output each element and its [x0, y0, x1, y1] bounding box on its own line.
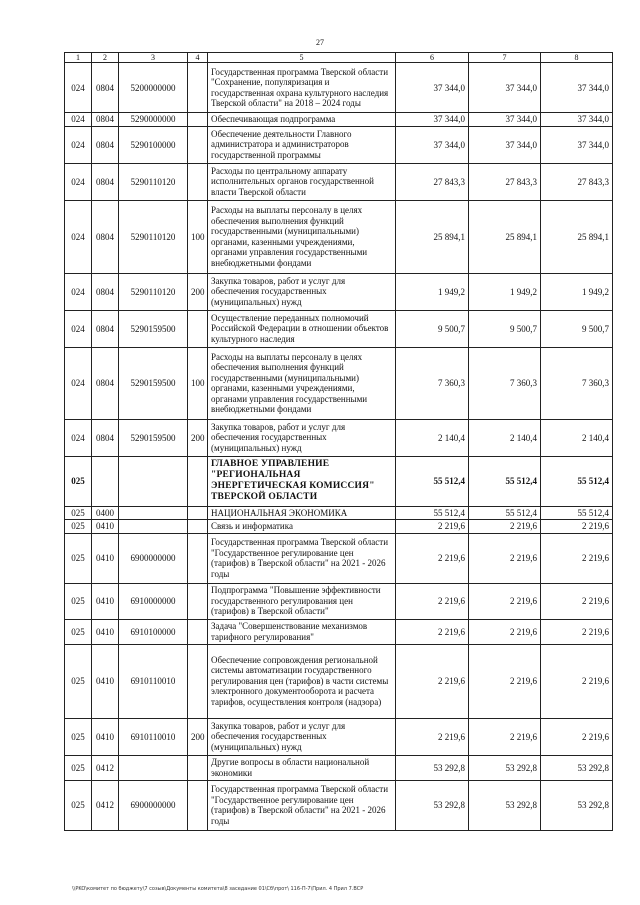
amount-cell: 55 512,4	[541, 456, 613, 506]
amount-cell: 27 843,3	[396, 163, 469, 200]
amount-cell: 53 292,8	[396, 755, 469, 780]
amount-cell: 27 843,3	[541, 163, 613, 200]
amount-cell: 37 344,0	[541, 63, 613, 113]
header-cell: 7	[469, 53, 541, 63]
section-code-cell: 0804	[92, 419, 119, 456]
item-name-cell: Осуществление переданных полномочий Российской Федерации в отношении объектов культурного наследия	[208, 310, 396, 347]
table-row	[65, 718, 613, 755]
section-code-cell: 0804	[92, 200, 119, 273]
expense-type-cell: 200	[188, 273, 208, 310]
section-code-cell: 0804	[92, 126, 119, 163]
amount-cell: 2 219,6	[469, 644, 541, 718]
target-article-cell: 5290159500	[119, 347, 188, 419]
admin-code-cell: 024	[65, 419, 92, 456]
item-name-cell: Связь и информатика	[208, 520, 396, 534]
section-code-cell: 0804	[92, 273, 119, 310]
target-article-cell: 5290000000	[119, 113, 188, 127]
agency-row	[65, 456, 613, 506]
section-code-cell: 0804	[92, 163, 119, 200]
section-code-cell: 0412	[92, 755, 119, 780]
table-row	[65, 520, 613, 534]
section-code-cell: 0412	[92, 780, 119, 830]
expense-type-cell	[188, 456, 208, 506]
admin-code-cell: 024	[65, 273, 92, 310]
table-row	[65, 273, 613, 310]
admin-code-cell: 025	[65, 506, 92, 520]
amount-cell: 2 219,6	[541, 644, 613, 718]
admin-code-cell: 024	[65, 310, 92, 347]
expense-type-cell	[188, 619, 208, 644]
amount-cell: 37 344,0	[541, 126, 613, 163]
table-body	[65, 63, 613, 831]
header-cell: 2	[92, 53, 119, 63]
amount-cell: 2 219,6	[541, 619, 613, 644]
item-name-cell: Задача "Совершенствование механизмов тарифного регулирования"	[208, 619, 396, 644]
expense-type-cell	[188, 533, 208, 583]
amount-cell: 7 360,3	[469, 347, 541, 419]
amount-cell: 2 219,6	[396, 520, 469, 534]
admin-code-cell: 025	[65, 583, 92, 619]
admin-code-cell: 025	[65, 619, 92, 644]
target-article-cell: 5200000000	[119, 63, 188, 113]
header-cell: 3	[119, 53, 188, 63]
amount-cell: 2 219,6	[469, 718, 541, 755]
amount-cell: 2 219,6	[469, 533, 541, 583]
item-name-cell: Расходы на выплаты персоналу в целях обеспечения выполнения функций государственными (муниципальными) органами, казенными учреждениями, органами управления государственными внебюджетными фондами	[208, 200, 396, 273]
amount-cell: 55 512,4	[469, 456, 541, 506]
table-row	[65, 163, 613, 200]
target-article-cell	[119, 520, 188, 534]
item-name-cell: НАЦИОНАЛЬНАЯ ЭКОНОМИКА	[208, 506, 396, 520]
admin-code-cell: 025	[65, 718, 92, 755]
target-article-cell	[119, 456, 188, 506]
item-name-cell: Закупка товаров, работ и услуг для обеспечения государственных (муниципальных) нужд	[208, 718, 396, 755]
amount-cell: 2 219,6	[396, 583, 469, 619]
admin-code-cell: 024	[65, 347, 92, 419]
amount-cell: 9 500,7	[541, 310, 613, 347]
table-row	[65, 583, 613, 619]
amount-cell: 1 949,2	[396, 273, 469, 310]
section-code-cell: 0804	[92, 310, 119, 347]
amount-cell: 2 219,6	[396, 718, 469, 755]
table-row	[65, 126, 613, 163]
expense-type-cell	[188, 126, 208, 163]
file-path-footer: \\PKO\комитет по бюджету\7 созыв\Документы комитета\8 заседание 01\Сб\прот\ 116-П-7\Прил. 4 Прил 7.ВСР	[72, 886, 364, 892]
amount-cell: 37 344,0	[469, 113, 541, 127]
amount-cell: 2 140,4	[469, 419, 541, 456]
expense-type-cell	[188, 163, 208, 200]
section-code-cell: 0400	[92, 506, 119, 520]
header-row	[65, 53, 613, 63]
expense-type-cell: 200	[188, 419, 208, 456]
admin-code-cell: 025	[65, 780, 92, 830]
expense-type-cell: 200	[188, 718, 208, 755]
amount-cell: 53 292,8	[396, 780, 469, 830]
section-code-cell: 0804	[92, 113, 119, 127]
section-code-cell: 0410	[92, 583, 119, 619]
section-code-cell: 0410	[92, 718, 119, 755]
item-name-cell: Закупка товаров, работ и услуг для обеспечения государственных (муниципальных) нужд	[208, 419, 396, 456]
target-article-cell: 5290100000	[119, 126, 188, 163]
amount-cell: 2 219,6	[469, 583, 541, 619]
expense-type-cell: 100	[188, 200, 208, 273]
amount-cell: 37 344,0	[396, 113, 469, 127]
item-name-cell: Обеспечивающая подпрограмма	[208, 113, 396, 127]
amount-cell: 53 292,8	[469, 755, 541, 780]
amount-cell: 37 344,0	[396, 126, 469, 163]
amount-cell: 2 219,6	[469, 520, 541, 534]
item-name-cell: Расходы по центральному аппарату исполнительных органов государственной власти Тверской области	[208, 163, 396, 200]
item-name-cell: Расходы на выплаты персоналу в целях обеспечения выполнения функций государственными (муниципальными) органами, казенными учреждениями, органами управления государственными внебюджетными фондами	[208, 347, 396, 419]
amount-cell: 7 360,3	[396, 347, 469, 419]
table-row	[65, 506, 613, 520]
expense-type-cell: 100	[188, 347, 208, 419]
table-row	[65, 63, 613, 113]
admin-code-cell: 025	[65, 755, 92, 780]
target-article-cell: 6910110010	[119, 644, 188, 718]
amount-cell: 7 360,3	[541, 347, 613, 419]
expense-type-cell	[188, 644, 208, 718]
expense-type-cell	[188, 520, 208, 534]
amount-cell: 1 949,2	[469, 273, 541, 310]
target-article-cell: 6900000000	[119, 780, 188, 830]
target-article-cell	[119, 755, 188, 780]
item-name-cell: Государственная программа Тверской области "Сохранение, популяризация и государственная охрана культурного наследия Тверской области" на 2018 – 2024 годы	[208, 63, 396, 113]
amount-cell: 2 219,6	[541, 520, 613, 534]
amount-cell: 37 344,0	[469, 126, 541, 163]
target-article-cell: 6910000000	[119, 583, 188, 619]
amount-cell: 2 219,6	[541, 718, 613, 755]
amount-cell: 25 894,1	[396, 200, 469, 273]
amount-cell: 9 500,7	[396, 310, 469, 347]
table-row	[65, 755, 613, 780]
amount-cell: 25 894,1	[469, 200, 541, 273]
amount-cell: 53 292,8	[469, 780, 541, 830]
section-code-cell	[92, 456, 119, 506]
expense-type-cell	[188, 506, 208, 520]
table-row	[65, 200, 613, 273]
target-article-cell: 5290159500	[119, 310, 188, 347]
header-cell: 8	[541, 53, 613, 63]
admin-code-cell: 025	[65, 644, 92, 718]
amount-cell: 2 219,6	[396, 533, 469, 583]
amount-cell: 2 140,4	[541, 419, 613, 456]
amount-cell: 37 344,0	[541, 113, 613, 127]
admin-code-cell: 024	[65, 200, 92, 273]
table-row	[65, 347, 613, 419]
item-name-cell: Государственная программа Тверской области "Государственное регулирование цен (тарифов) в Тверской области" на 2021 - 2026 годы	[208, 780, 396, 830]
page-number: 27	[316, 38, 324, 47]
table-row	[65, 310, 613, 347]
item-name-cell: Закупка товаров, работ и услуг для обеспечения государственных (муниципальных) нужд	[208, 273, 396, 310]
table-row	[65, 533, 613, 583]
amount-cell: 53 292,8	[541, 780, 613, 830]
admin-code-cell: 024	[65, 163, 92, 200]
amount-cell: 27 843,3	[469, 163, 541, 200]
amount-cell: 2 219,6	[541, 533, 613, 583]
table-row	[65, 780, 613, 830]
table-row	[65, 619, 613, 644]
amount-cell: 55 512,4	[469, 506, 541, 520]
amount-cell: 1 949,2	[541, 273, 613, 310]
table-row	[65, 113, 613, 127]
item-name-cell: ГЛАВНОЕ УПРАВЛЕНИЕ "РЕГИОНАЛЬНАЯ ЭНЕРГЕТИЧЕСКАЯ КОМИССИЯ" ТВЕРСКОЙ ОБЛАСТИ	[208, 456, 396, 506]
amount-cell: 55 512,4	[541, 506, 613, 520]
section-code-cell: 0410	[92, 520, 119, 534]
amount-cell: 37 344,0	[396, 63, 469, 113]
budget-table	[64, 52, 613, 831]
admin-code-cell: 025	[65, 520, 92, 534]
amount-cell: 2 219,6	[396, 619, 469, 644]
admin-code-cell: 024	[65, 63, 92, 113]
item-name-cell: Другие вопросы в области национальной экономики	[208, 755, 396, 780]
item-name-cell: Государственная программа Тверской области "Государственное регулирование цен (тарифов) в Тверской области" на 2021 - 2026 годы	[208, 533, 396, 583]
admin-code-cell: 025	[65, 456, 92, 506]
amount-cell: 53 292,8	[541, 755, 613, 780]
header-cell: 4	[188, 53, 208, 63]
expense-type-cell	[188, 113, 208, 127]
admin-code-cell: 024	[65, 113, 92, 127]
expense-type-cell	[188, 310, 208, 347]
amount-cell: 55 512,4	[396, 506, 469, 520]
target-article-cell: 6900000000	[119, 533, 188, 583]
item-name-cell: Обеспечение сопровождения региональной системы автоматизации государственного регулирования цен (тарифов) в части системы электронного документооборота и расчета тарифов, осуществления контроля (надзора)	[208, 644, 396, 718]
item-name-cell: Подпрограмма "Повышение эффективности государственного регулирования цен (тарифов) в Тверской области"	[208, 583, 396, 619]
target-article-cell: 5290110120	[119, 273, 188, 310]
header-cell: 1	[65, 53, 92, 63]
target-article-cell: 6910100000	[119, 619, 188, 644]
amount-cell: 2 219,6	[396, 644, 469, 718]
amount-cell: 55 512,4	[396, 456, 469, 506]
admin-code-cell: 025	[65, 533, 92, 583]
expense-type-cell	[188, 755, 208, 780]
target-article-cell: 5290159500	[119, 419, 188, 456]
amount-cell: 2 219,6	[469, 619, 541, 644]
amount-cell: 2 140,4	[396, 419, 469, 456]
target-article-cell: 6910110010	[119, 718, 188, 755]
table-row	[65, 419, 613, 456]
header-cell: 6	[396, 53, 469, 63]
amount-cell: 2 219,6	[541, 583, 613, 619]
target-article-cell: 5290110120	[119, 163, 188, 200]
amount-cell: 25 894,1	[541, 200, 613, 273]
section-code-cell: 0804	[92, 347, 119, 419]
amount-cell: 9 500,7	[469, 310, 541, 347]
expense-type-cell	[188, 780, 208, 830]
target-article-cell	[119, 506, 188, 520]
expense-type-cell	[188, 63, 208, 113]
section-code-cell: 0410	[92, 644, 119, 718]
expense-type-cell	[188, 583, 208, 619]
section-code-cell: 0410	[92, 619, 119, 644]
target-article-cell: 5290110120	[119, 200, 188, 273]
section-code-cell: 0804	[92, 63, 119, 113]
item-name-cell: Обеспечение деятельности Главного администратора и администраторов государственной программы	[208, 126, 396, 163]
section-code-cell: 0410	[92, 533, 119, 583]
table-row	[65, 644, 613, 718]
header-cell: 5	[208, 53, 396, 63]
admin-code-cell: 024	[65, 126, 92, 163]
amount-cell: 37 344,0	[469, 63, 541, 113]
